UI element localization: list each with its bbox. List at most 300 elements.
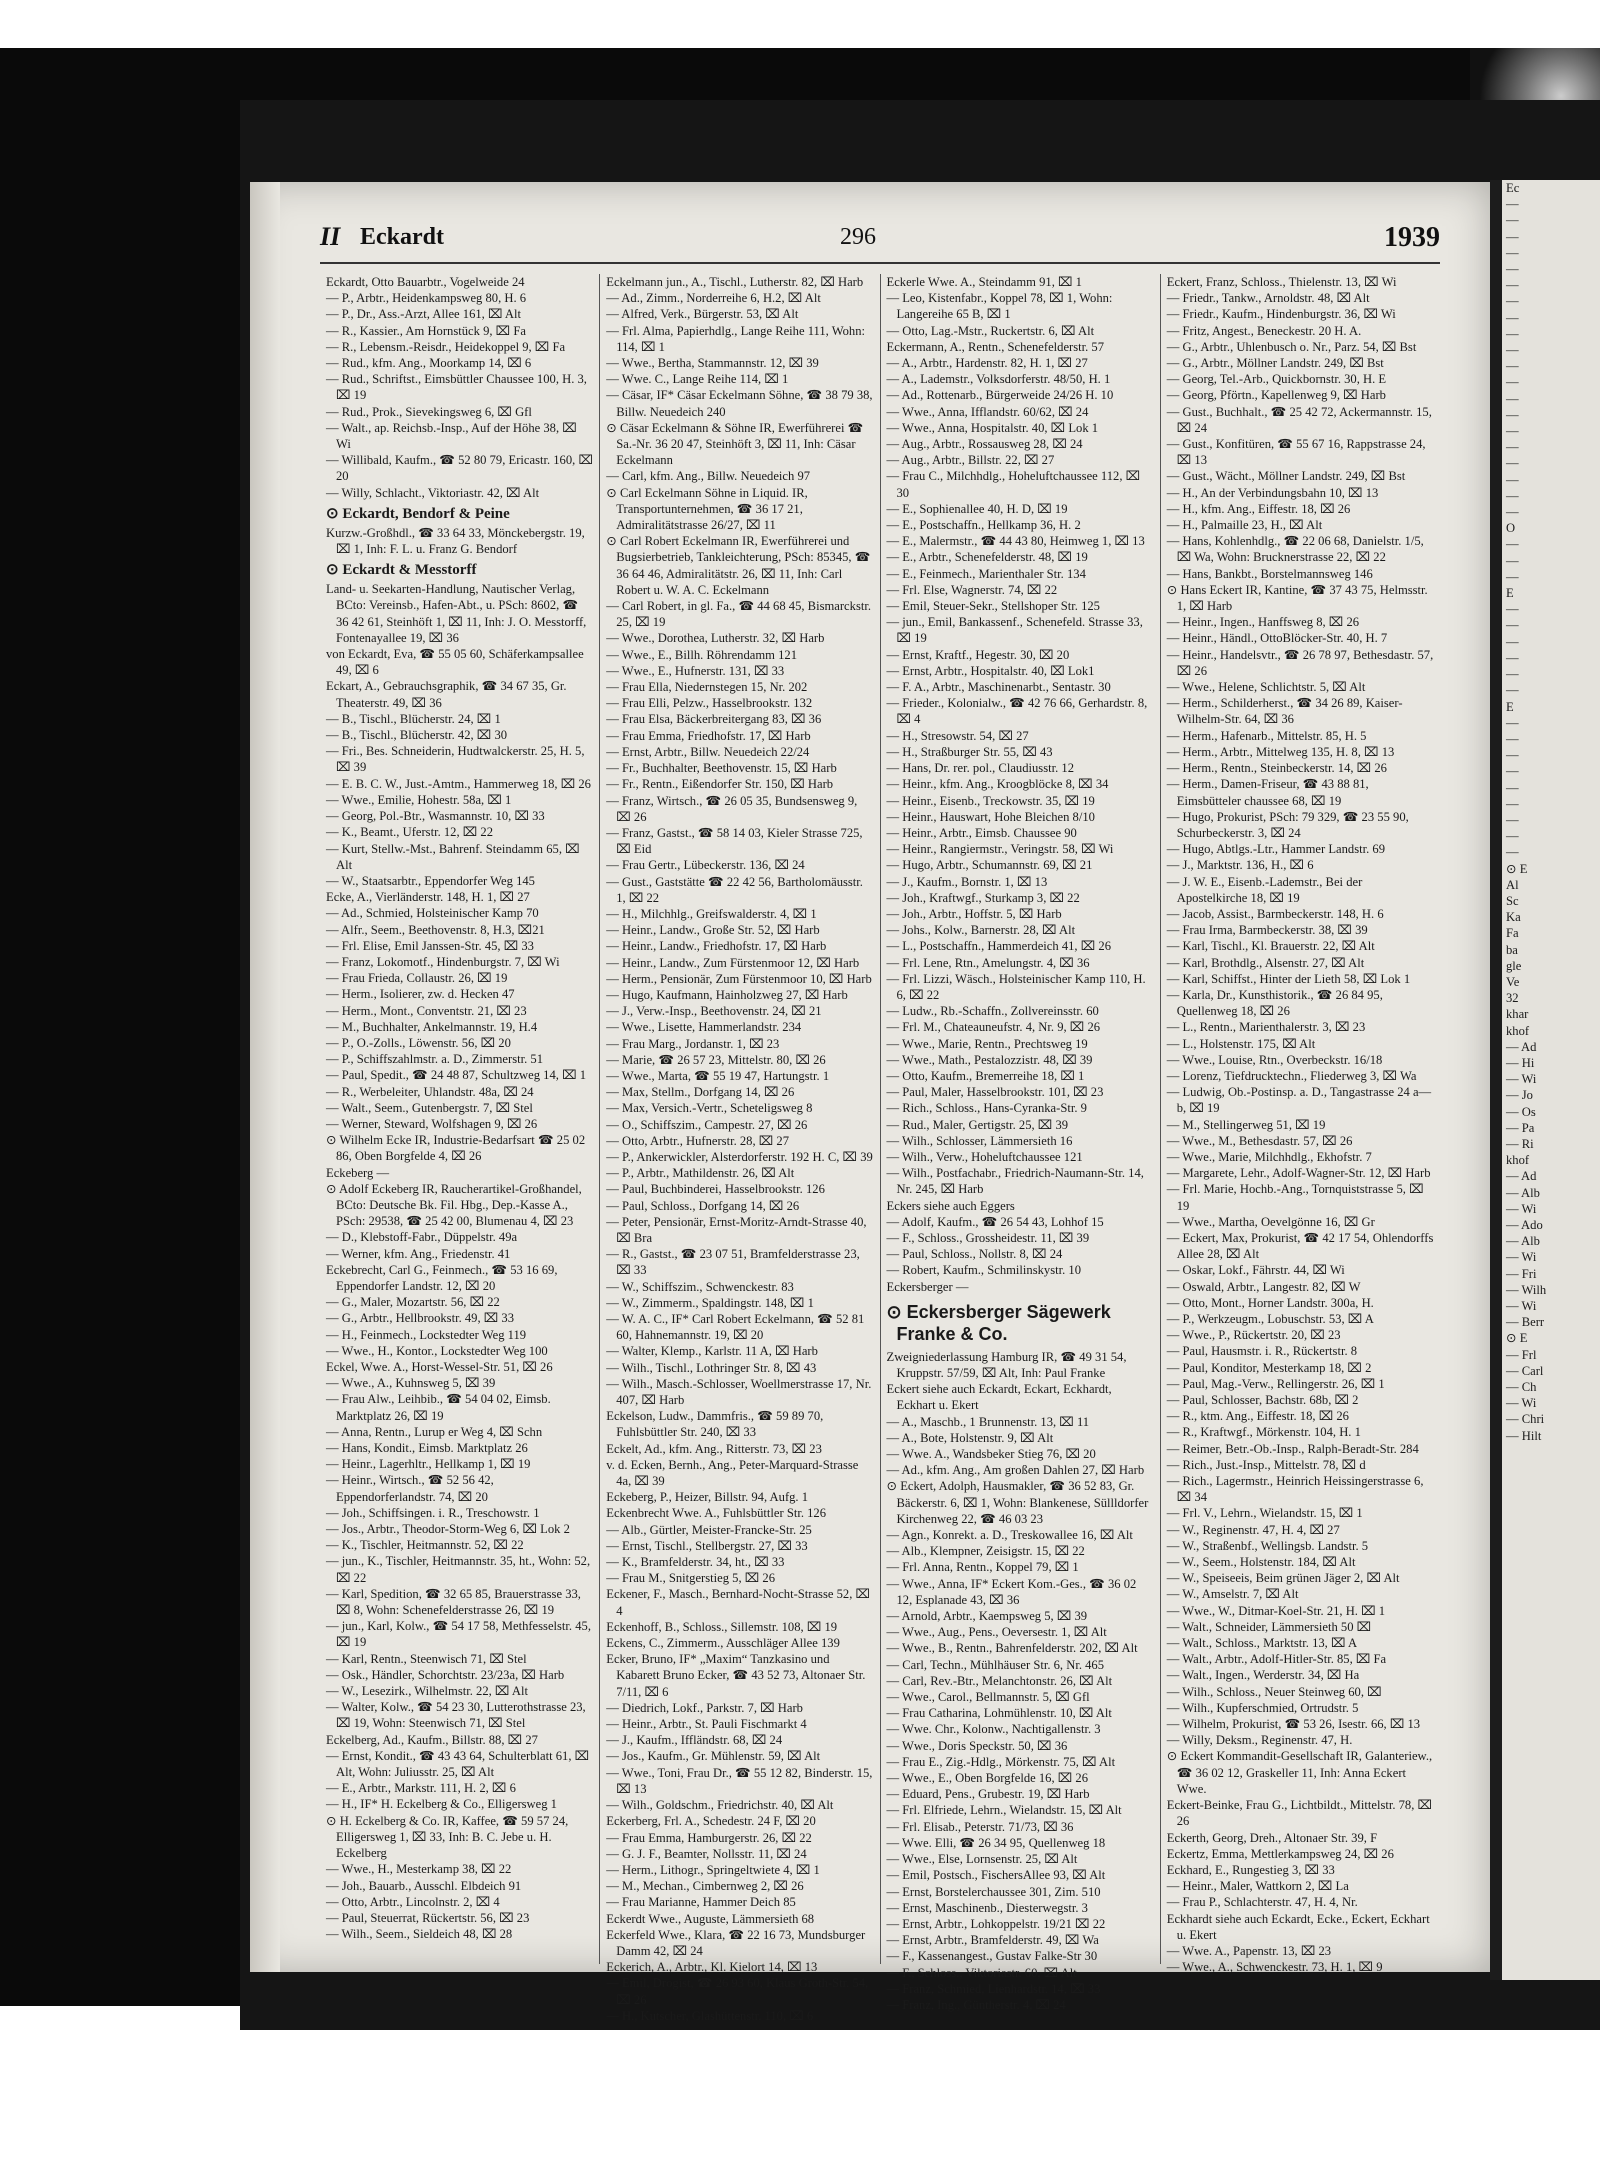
- adjacent-entry: — Hilt: [1506, 1428, 1542, 1443]
- directory-entry: — Franz, Lokomotf., Hindenburgstr. 7, ⌧ Wi: [326, 954, 560, 969]
- directory-entry: — Frau Catharina, Lohmühlenstr. 10, ⌧ Alt: [886, 1706, 1112, 1721]
- directory-entry: — Franz, Gastst., ☎ 58 14 03, Kieler Strasse 725, ⌧ Eid: [606, 825, 863, 857]
- adjacent-entry: — Fri: [1506, 1266, 1537, 1281]
- directory-entry: Eckert, Franz, Schloss., Thielenstr. 13, ⌧ Wi: [1166, 275, 1397, 289]
- adjacent-entry: — Jo: [1506, 1088, 1533, 1103]
- directory-entry: — A., Maschb., 1 Brunnenstr. 13, ⌧ 11: [886, 1414, 1090, 1429]
- directory-entry: — W., Staatsarbtr., Eppendorfer Weg 145: [326, 873, 535, 888]
- directory-entry: — Rud., Maler, Gertigstr. 25, ⌧ 39: [886, 1117, 1069, 1132]
- adjacent-entry: ⊙ E: [1506, 1331, 1528, 1346]
- directory-entry: — P., Dr., Ass.-Arzt, Allee 161, ⌧ Alt: [326, 307, 522, 322]
- adjacent-entry: — Ad: [1506, 1169, 1537, 1184]
- adjacent-entry: — Ch: [1506, 1380, 1537, 1395]
- adjacent-entry: —: [1506, 488, 1519, 503]
- directory-entry: — Jos., Arbtr., Theodor-Storm-Weg 6, ⌧ Lok 2: [326, 1522, 570, 1537]
- adjacent-entry: —: [1506, 829, 1519, 844]
- directory-entry: — Gust., Buchhalt., ☎ 25 42 72, Ackermannstr. 15, ⌧ 24: [1166, 404, 1432, 435]
- adjacent-entry: —: [1506, 391, 1519, 406]
- directory-entry: — Paul, Maler, Hasselbrookstr. 101, ⌧ 23: [886, 1085, 1104, 1100]
- directory-entry: — Rud., kfm. Ang., Moorkamp 14, ⌧ 6: [326, 356, 532, 371]
- adjacent-entry: — Wilh: [1506, 1282, 1547, 1297]
- directory-entry: — W., Speiseeis, Beim grünen Jäger 2, ⌧ Alt: [1166, 1571, 1400, 1586]
- directory-entry: — E., Feinmech., Marienthaler Str. 134: [886, 566, 1086, 581]
- directory-entry: Eckhard, E., Rungestieg 3, ⌧ 33: [1166, 1862, 1335, 1877]
- directory-entry: Ecke, A., Vierländerstr. 148, H. 1, ⌧ 27: [326, 890, 530, 905]
- directory-entry: Eckelmann jun., A., Tischl., Lutherstr. 82, ⌧ Harb: [606, 275, 864, 289]
- directory-entry: — Wwe., Toni, Frau Dr., ☎ 55 12 82, Binderstr. 15, ⌧ 13: [606, 1765, 873, 1796]
- directory-entry: — Frl. M., Chateauneufstr. 4, Nr. 9, ⌧ 26: [886, 1020, 1101, 1035]
- adjacent-entry: — Ad: [1506, 1039, 1537, 1054]
- directory-entry: — Karla, Dr., Kunsthistorik., ☎ 26 84 95, Quellenweg 18, ⌧ 26: [1166, 987, 1383, 1019]
- directory-entry: — H., kfm. Ang., Eiffestr. 18, ⌧ 26: [1166, 501, 1351, 516]
- adjacent-entry: —: [1506, 456, 1519, 471]
- directory-entry: — Herm., Isolierer, zw. d. Hecken 47: [326, 987, 515, 1002]
- directory-entry: — Cäsar, IF* Cäsar Eckelmann Söhne, ☎ 38 79 38, Billw. Neuedeich 240: [606, 388, 873, 419]
- directory-entry: — W. A. C., IF* Carl Robert Eckelmann, ☎ 52 81 60, Hahnemannstr. 19, ⌧ 20: [606, 1312, 865, 1343]
- directory-entry: — Joh., Schiffsingen. i. R., Treschowstr. 1: [326, 1505, 540, 1520]
- directory-entry: — Hugo, Abtlgs.-Ltr., Hammer Landstr. 69: [1166, 842, 1386, 857]
- adjacent-entry: —: [1506, 748, 1519, 763]
- directory-entry: — Oswald, Arbtr., Langestr. 82, ⌧ W: [1166, 1279, 1361, 1294]
- directory-entry: — Ernst, Borstelerchaussee 301, Zim. 510: [886, 1884, 1101, 1899]
- directory-entry: — Herm., Hafenarb., Mittelstr. 85, H. 5: [1166, 728, 1367, 743]
- adjacent-entry: —: [1506, 229, 1519, 244]
- directory-entry: — Karl, Tischl., Kl. Brauerstr. 22, ⌧ Alt: [1166, 939, 1375, 954]
- adjacent-entry: E: [1506, 699, 1514, 714]
- directory-entry: — L., Holstenstr. 175, ⌧ Alt: [1166, 1036, 1316, 1051]
- adjacent-entry: — Os: [1506, 1104, 1536, 1119]
- adjacent-entry: ⊙ E: [1506, 861, 1528, 876]
- directory-entry: — Heinr., Rangiermstr., Veringstr. 58, ⌧ Wi: [886, 842, 1114, 857]
- directory-entry: — Hans, Dr. rer. pol., Claudiusstr. 12: [886, 761, 1074, 776]
- directory-page: [250, 182, 1490, 2023]
- directory-entry: — Heinr., Landw., Friedhofstr. 17, ⌧ Harb: [606, 939, 827, 954]
- directory-entry: — Wwe., Aug., Pens., Oeversestr. 1, ⌧ Alt: [886, 1625, 1107, 1640]
- directory-entry: — K., Beamt., Uferstr. 12, ⌧ 22: [326, 825, 494, 840]
- directory-entry: — Wwe., Anna, Ifflandstr. 60/62, ⌧ 24: [886, 404, 1089, 419]
- directory-entry: — Frau P., Schlachterstr. 47, H. 4, Nr.: [1166, 1895, 1358, 1910]
- header-rule: [320, 262, 1440, 264]
- directory-entry: — jun., K., Tischler, Heitmannstr. 35, ht., Wohn: 52, ⌧ 22: [326, 1554, 591, 1585]
- directory-entry: — Wwe., Marie, Milchhdlg., Ekhofstr. 7: [1166, 1149, 1372, 1164]
- directory-entry: — Wwe., Helene, Schlichtstr. 5, ⌧ Alt: [1166, 680, 1366, 695]
- directory-entry: — Ad., Zimm., Norderreihe 6, H.2, ⌧ Alt: [606, 291, 821, 306]
- directory-entry: — Heinr., Eisenb., Treckowstr. 35, ⌧ 19: [886, 793, 1095, 808]
- directory-entry: — R., ktm. Ang., Eiffestr. 18, ⌧ 26: [1166, 1409, 1349, 1424]
- directory-entry: — P., Arbtr., Mathildenstr. 26, ⌧ Alt: [606, 1166, 795, 1181]
- directory-entry: — Wwe., Emilie, Hohestr. 58a, ⌧ 1: [326, 792, 512, 807]
- directory-entry: Eckermann, A., Rentn., Schenefelderstr. 57: [886, 339, 1105, 354]
- adjacent-entry: — Alb: [1506, 1185, 1540, 1200]
- directory-entry: — Wilh., Kupferschmied, Ortrudstr. 5: [1166, 1700, 1359, 1715]
- directory-entry: — Robert, Kaufm., Schmilinskystr. 10: [886, 1263, 1081, 1278]
- directory-entry: — E., Malermstr., ☎ 44 43 80, Heimweg 1, ⌧ 13: [886, 534, 1145, 549]
- directory-entry: — H., An der Verbindungsbahn 10, ⌧ 13: [1166, 485, 1379, 500]
- directory-entry: — Frau Marg., Jordanstr. 1, ⌧ 23: [606, 1036, 780, 1051]
- adjacent-entry: —: [1506, 326, 1519, 341]
- directory-entry: — Fritz, Angest., Beneckestr. 20 H. A.: [1166, 323, 1362, 338]
- column-2: [600, 274, 880, 2023]
- adjacent-entry: — Chri: [1506, 1412, 1545, 1427]
- column-4: [1161, 274, 1440, 1975]
- directory-entry: — E. B. C. W., Just.-Amtm., Hammerweg 18, ⌧ 26: [326, 776, 591, 791]
- directory-entry: — P., O.-Zolls., Löwenstr. 56, ⌧ 20: [326, 1035, 511, 1050]
- adjacent-entry: —: [1506, 440, 1519, 455]
- directory-entry: — Walt., Arbtr., Adolf-Hitler-Str. 85, ⌧ Fa: [1166, 1652, 1387, 1667]
- adjacent-entry: —: [1506, 602, 1519, 617]
- adjacent-entry: —: [1506, 294, 1519, 309]
- directory-entry: — Wwe., H., Kontor., Lockstedter Weg 100: [326, 1343, 548, 1358]
- adjacent-entry: —: [1506, 278, 1519, 293]
- directory-entry: — Frieder., Kolonialw., ☎ 42 76 66, Gerhardstr. 8, ⌧ 4: [886, 696, 1148, 727]
- directory-entry: — Wwe. Chr., Kolonw., Nachtigallenstr. 3: [886, 1722, 1101, 1737]
- directory-entry: — Wwe., W., Ditmar-Koel-Str. 21, H. ⌧ 1: [1166, 1603, 1386, 1618]
- directory-entry: — R., Gastst., ☎ 23 07 51, Bramfelderstrasse 23, ⌧ 33: [606, 1247, 860, 1278]
- directory-entry: — M., Mechan., Cimbernweg 2, ⌧ 26: [606, 1879, 804, 1894]
- directory-entry: — Wwe., A., Kuhnsweg 5, ⌧ 39: [326, 1376, 496, 1391]
- directory-entry: v. d. Ecken, Bernh., Ang., Peter-Marquard-Strasse 4a, ⌧ 39: [606, 1457, 859, 1489]
- directory-entry: — Heinr., Landw., Große Str. 52, ⌧ Harb: [606, 923, 820, 938]
- directory-entry: — Ad., Rottenarb., Bürgerweide 24/26 H. 10: [886, 388, 1114, 403]
- directory-entry: — Wwe., Anna, Hospitalstr. 40, ⌧ Lok 1: [886, 420, 1099, 435]
- adjacent-entry: Ec: [1506, 181, 1520, 195]
- directory-entry: — Wwe., Martha, Oevelgönne 16, ⌧ Gr: [1166, 1214, 1375, 1229]
- adjacent-entry: — Wi: [1506, 1072, 1537, 1087]
- directory-entry: — Oskar, Lokf., Fährstr. 44, ⌧ Wi: [1166, 1263, 1345, 1278]
- directory-entry: — H., Stresowstr. 54, ⌧ 27: [886, 728, 1029, 743]
- directory-entry: — Herm., Schilderherst., ☎ 34 26 89, Kaiser-Wilhelm-Str. 64, ⌧ 36: [1166, 696, 1403, 727]
- adjacent-entry: O: [1506, 521, 1516, 536]
- adjacent-entry: —: [1506, 618, 1519, 633]
- adjacent-entry: —: [1506, 245, 1519, 260]
- directory-entry: — Wwe., E., Hufnerstr. 131, ⌧ 33: [606, 663, 785, 678]
- adjacent-entry: —: [1506, 197, 1519, 212]
- directory-entry: — Wwe., E., Billh. Röhrendamm 121: [606, 647, 798, 662]
- directory-entry: — Wwe. A., Papenstr. 13, ⌧ 23: [1166, 1943, 1332, 1958]
- directory-entry: — G. J. F., Beamter, Nollsstr. 11, ⌧ 24: [606, 1846, 807, 1861]
- directory-entry: — J., Kaufm., Bornstr. 1, ⌧ 13: [886, 874, 1048, 889]
- directory-entry: — Wwe., A., Schwenckestr. 73, H. 1, ⌧ 9: [1166, 1960, 1383, 1975]
- directory-entry: — Frau Emma, Friedhofstr. 17, ⌧ Harb: [606, 728, 811, 743]
- directory-entry: — Wwe., H., Mesterkamp 38, ⌧ 22: [326, 1862, 512, 1877]
- directory-entry: — O., Schiffszim., Campestr. 27, ⌧ 26: [606, 1117, 808, 1132]
- directory-entry: Eckens, C., Zimmerm., Ausschläger Allee 139: [606, 1636, 840, 1651]
- directory-entry: — Joh., Arbtr., Hoffstr. 5, ⌧ Harb: [886, 906, 1062, 921]
- directory-entry: — E., Sophienallee 40, H. D, ⌧ 19: [886, 501, 1068, 516]
- adjacent-entry: ba: [1506, 942, 1518, 957]
- directory-entry: — Frl. Alma, Papierhdlg., Lange Reihe 111, Wohn: 114, ⌧ 1: [606, 323, 866, 354]
- adjacent-entry: khof: [1506, 1153, 1530, 1168]
- directory-entry: — B., Tischl., Blücherstr. 42, ⌧ 30: [326, 728, 508, 743]
- adjacent-entry: —: [1506, 505, 1519, 520]
- directory-entry: — Lorenz, Tiefdrucktechn., Fliederweg 3, ⌧ Wa: [1166, 1068, 1417, 1083]
- directory-entry: — Wilh., Schloss., Neuer Steinweg 60, ⌧: [1166, 1684, 1382, 1699]
- directory-entry: — Ad., Schmied, Holsteinischer Kamp 70: [326, 906, 539, 921]
- directory-entry: — Rud., Schriftst., Eimsbüttler Chaussee 100, H. 3, ⌧ 19: [326, 372, 587, 403]
- scanned-page-background: [0, 48, 1600, 2023]
- directory-entry: — Otto, Kaufm., Bremerreihe 18, ⌧ 1: [886, 1068, 1085, 1083]
- directory-entry: — Heinr., Lagerhltr., Hellkamp 1, ⌧ 19: [326, 1457, 531, 1472]
- directory-entry: Eckardt, Otto Bauarbtr., Vogelweide 24: [326, 275, 525, 289]
- directory-entry: ⊙ Wilhelm Ecke IR, Industrie-Bedarfsart ☎ 25 02 86, Oben Borgfelde 4, ⌧ 26: [326, 1133, 586, 1164]
- directory-entry: — H., Palmaille 23, H., ⌧ Alt: [1166, 518, 1323, 533]
- directory-entry: — J., Verw.-Insp., Beethovenstr. 24, ⌧ 21: [606, 1004, 822, 1019]
- directory-entry: — Hugo, Arbtr., Schumannstr. 69, ⌧ 21: [886, 858, 1093, 873]
- directory-entry: — Alb., Klempner, Zeisigstr. 15, ⌧ 22: [886, 1544, 1085, 1559]
- adjacent-entry: Ka: [1506, 910, 1521, 925]
- directory-entry: ⊙ Carl Eckelmann Söhne in Liquid. IR, Transportunternehmen, ☎ 36 17 21, Admiralitätstrasse 26/27, ⌧ 11: [606, 485, 808, 533]
- directory-entry: — F. A., Arbtr., Maschinenarbt., Sentastr. 30: [886, 680, 1111, 695]
- directory-entry: — Wwe., Anna, IF* Eckert Kom.-Ges., ☎ 36 02 12, Esplanade 43, ⌧ 36: [886, 1576, 1137, 1607]
- directory-entry: — Walter, Klemp., Karlstr. 11 A, ⌧ Harb: [606, 1344, 818, 1359]
- directory-entry: — L., Rentn., Marienthalerstr. 3, ⌧ 23: [1166, 1020, 1366, 1035]
- directory-entry: — Heinr., Landw., Zum Fürstenmoor 12, ⌧ Harb: [606, 955, 860, 970]
- directory-entry: — Friedr., Tankw., Arnoldstr. 48, ⌧ Alt: [1166, 291, 1370, 306]
- directory-entry: — D., Klebstoff-Fabr., Düppelstr. 49a: [326, 1230, 518, 1245]
- directory-entry: — Frau Marianne, Hammer Deich 85: [606, 1895, 796, 1910]
- directory-entry: — Diedrich, Lokf., Parkstr. 7, ⌧ Harb: [606, 1700, 803, 1715]
- scan-frame: [240, 100, 1600, 2030]
- directory-entry: — Hans, Bankbt., Borstelmannsweg 146: [1166, 566, 1373, 581]
- directory-entry: — Rud., Prok., Sievekingsweg 6, ⌧ Gfl: [326, 404, 532, 419]
- directory-entry: — Paul, Spedit., ☎ 24 48 87, Schultzweg 14, ⌧ 1: [326, 1068, 587, 1083]
- directory-entry: Eckener, F., Masch., Bernhard-Nocht-Strasse 52, ⌧ 4: [606, 1587, 871, 1618]
- directory-entry: — Alfred, Verk., Bürgerstr. 53, ⌧ Alt: [606, 307, 799, 322]
- directory-entry: — Peter, Pensionär, Ernst-Moritz-Arndt-Strasse 40, ⌧ Bra: [606, 1214, 867, 1245]
- directory-entry: — Herm., Pensionär, Zum Fürstenmoor 10, ⌧ Harb: [606, 971, 872, 986]
- directory-entry: — Wilh., Verw., Hoheluftchaussee 121: [886, 1149, 1083, 1164]
- directory-entry: — Osk., Händler, Schorchtstr. 23/23a, ⌧ Harb: [326, 1667, 565, 1682]
- directory-entry: ⊙ Adolf Eckeberg IR, Raucherartikel-Großhandel, BCto: Deutsche Bk. Fil. Hbg., Dep.-Kasse A., PSch: 29538, ☎ 25 42 00, Blumenau 4, ⌧ 23: [326, 1181, 582, 1229]
- directory-entry: — Walt., Seem., Gutenbergstr. 7, ⌧ Stel: [326, 1100, 533, 1115]
- directory-entry: — M., Buchhalter, Ankelmannstr. 19, H.4: [326, 1019, 538, 1034]
- directory-entry: Eckhardt siehe auch Eckardt, Ecke., Eckert, Eckhart u. Ekert: [1166, 1911, 1430, 1942]
- directory-entry: — Frau Frieda, Collaustr. 26, ⌧ 19: [326, 971, 508, 986]
- directory-entry: — Wwe. C., Lange Reihe 114, ⌧ 1: [606, 372, 789, 387]
- adjacent-entry: — Wi: [1506, 1299, 1537, 1314]
- directory-entry: — Frl. Elisab., Peterstr. 71/73, ⌧ 36: [886, 1819, 1074, 1834]
- directory-entry: — Hugo, Prokurist, PSch: 79 329, ☎ 23 55 90, Schurbeckerstr. 3, ⌧ 24: [1166, 809, 1409, 840]
- directory-entry: — H., Feinmech., Lockstedter Weg 119: [326, 1327, 527, 1342]
- directory-entry: — Joh., Bauarb., Ausschl. Elbdeich 91: [326, 1878, 522, 1893]
- directory-entry: — Herm., Lithogr., Springeltwiete 4, ⌧ 1: [606, 1862, 820, 1877]
- directory-entry: — Karl, Schiffst., Hinter der Lieth 58, ⌧ Lok 1: [1166, 971, 1411, 986]
- directory-entry: — Franz, Schmied, Lienhardstr. 14, ⌧ 33: [886, 1981, 1101, 1996]
- directory-entry: — Jos., Kaufm., Gr. Mühlenstr. 59, ⌧ Alt: [606, 1749, 821, 1764]
- directory-entry: — G., Arbtr., Uhlenbusch o. Nr., Parz. 54, ⌧ Bst: [1166, 339, 1417, 354]
- directory-entry: — Wwe., Louise, Rtn., Overbeckstr. 16/18: [1166, 1052, 1383, 1067]
- directory-entry: — Gust., Wächt., Möllner Landstr. 249, ⌧ Bst: [1166, 469, 1406, 484]
- directory-entry: — Eduard, Pens., Grubestr. 19, ⌧ Harb: [886, 1787, 1090, 1802]
- directory-entry: — Paul, Mag.-Verw., Rellingerstr. 26, ⌧ 1: [1166, 1376, 1385, 1391]
- directory-entry: — Ludw., Rb.-Schaffn., Zollvereinsstr. 60: [886, 1004, 1099, 1019]
- directory-entry: — Heinr., Arbtr., Eimsb. Chaussee 90: [886, 825, 1077, 840]
- directory-entry: Eckert-Beinke, Frau G., Lichtbildt., Mittelstr. 78, ⌧ 26: [1166, 1798, 1433, 1829]
- directory-entry: Eckeberg —: [326, 1165, 390, 1180]
- directory-entry: Eckenbrecht Wwe. A., Fuhlsbüttler Str. 126: [606, 1506, 827, 1521]
- directory-columns: [320, 274, 1440, 2023]
- directory-entry: — Heinr., Ingen., Hanffsweg 8, ⌧ 26: [1166, 615, 1360, 630]
- directory-entry: — Walt., Schneider, Lämmersieth 50 ⌧: [1166, 1619, 1372, 1634]
- directory-entry: — Ernst, Kondit., ☎ 43 43 64, Schulterblatt 61, ⌧ Alt, Wohn: Juliusstr. 25, ⌧ Alt: [326, 1748, 590, 1780]
- directory-entry: — Karl, Brothdlg., Alsenstr. 27, ⌧ Alt: [1166, 955, 1365, 970]
- directory-entry: — Wwe., Bertha, Stammannstr. 12, ⌧ 39: [606, 356, 819, 371]
- directory-entry: — Frau Elli, Pelzw., Hasselbrookstr. 132: [606, 696, 813, 711]
- directory-entry: — Frau C., Milchhdlg., Hoheluftchaussee 112, ⌧ 30: [886, 469, 1141, 500]
- directory-entry: — J. W. E., Eisenb.-Lademstr., Bei der Apostelkirche 18, ⌧ 19: [1166, 874, 1363, 905]
- header-name: Eckardt: [360, 224, 444, 250]
- column-1: [320, 274, 600, 1964]
- adjacent-entry: —: [1506, 424, 1519, 439]
- directory-entry: ⊙ Eckert Kommandit-Gesellschaft IR, Galanteriew., ☎ 36 02 12, Graskeller 11, Inh: Anna Eckert Wwe.: [1166, 1749, 1433, 1796]
- directory-entry: — Paul, Schloss., Dorfgang 14, ⌧ 26: [606, 1198, 800, 1213]
- directory-entry: — Wilh., Seem., Sieldeich 48, ⌧ 28: [326, 1927, 513, 1942]
- directory-entry: — Franz, Ing., Güntherstr. 4, ⌧ 24: [886, 1997, 1066, 2012]
- adjacent-entry: — Frl: [1506, 1347, 1537, 1362]
- directory-entry: Eckelt, Ad., kfm. Ang., Ritterstr. 73, ⌧ 23: [606, 1441, 822, 1456]
- directory-entry: — Wwe., Marie, Rentn., Prechtsweg 19: [886, 1036, 1088, 1051]
- directory-entry: Zweigniederlassung Hamburg IR, ☎ 49 31 54, Kruppstr. 57/59, ⌧ Alt, Inh: Paul Franke: [886, 1349, 1127, 1380]
- directory-entry: — Frau M., Snitgerstieg 5, ⌧ 26: [606, 1571, 776, 1586]
- directory-entry: — Ernst, Arbtr., Lohkoppelstr. 19/21 ⌧ 22: [886, 1916, 1106, 1931]
- adjacent-entry: —: [1506, 812, 1519, 827]
- directory-entry: — Georg, Tel.-Arb., Quickbornstr. 30, H. E: [1166, 372, 1387, 387]
- directory-entry: — Frl. Else, Wagnerstr. 74, ⌧ 22: [886, 582, 1058, 597]
- directory-entry: — Herm., Mont., Conventstr. 21, ⌧ 23: [326, 1003, 527, 1018]
- column-3: [881, 274, 1161, 2012]
- directory-entry: — F., Schloss., Grossheidestr. 11, ⌧ 39: [886, 1230, 1090, 1245]
- directory-entry: Eckelson, Ludw., Dammfris., ☎ 59 89 70, Fuhlsbüttler Str. 240, ⌧ 33: [606, 1409, 824, 1440]
- directory-entry: — Rich., Schloss., Hans-Cyranka-Str. 9: [886, 1101, 1087, 1116]
- directory-entry: — Wilh., Postfachabr., Friedrich-Naumann-Str. 14, Nr. 245, ⌧ Harb: [886, 1166, 1144, 1197]
- volume-number: II: [320, 222, 341, 251]
- directory-entry: — Wilh., Tischl., Lothringer Str. 8, ⌧ 43: [606, 1360, 817, 1375]
- adjacent-entry: — Berr: [1506, 1315, 1545, 1330]
- directory-entry: Eckerdt Wwe., Auguste, Lämmersieth 68: [606, 1911, 815, 1926]
- directory-entry: Ecker, Bruno, IF* „Maxim“ Tanzkasino und Kabarett Bruno Ecker, ☎ 43 52 73, Altonaer Str. 7/11, ⌧ 6: [606, 1652, 866, 1699]
- directory-entry: ⊙ H. Eckelberg & Co. IR, Kaffee, ☎ 59 57 24, Elligersweg 1, ⌧ 33, Inh: B. C. Jebe u. H. Eckelberg: [326, 1813, 569, 1861]
- directory-entry: — E., Postschaffn., Hellkamp 36, H. 2: [886, 518, 1081, 533]
- directory-entry: — M., Stellingerweg 51, ⌧ 19: [1166, 1117, 1326, 1132]
- directory-entry: Eckersberger —: [886, 1279, 969, 1294]
- directory-entry: — H., Kutscher, Glashüttenstr. 110, ⌧ 6: [606, 2008, 814, 2023]
- adjacent-entry: Al: [1506, 877, 1519, 892]
- adjacent-entry: —: [1506, 683, 1519, 698]
- directory-entry: — K., Tischler, Heitmannstr. 52, ⌧ 22: [326, 1538, 524, 1553]
- directory-entry: — Ernst, Tischl., Stellbergstr. 27, ⌧ 33: [606, 1538, 808, 1553]
- directory-entry: ⊙ Cäsar Eckelmann & Söhne IR, Ewerführerei ☎ Sa.-Nr. 36 20 47, Steinhöft 3, ⌧ 11, Inh: Cäsar Eckelmann: [606, 420, 864, 468]
- adjacent-entry: E: [1506, 586, 1514, 601]
- directory-entry: — P., Schiffszahlmstr. a. D., Zimmerstr. 51: [326, 1052, 543, 1067]
- directory-entry: Eckeberg, P., Heizer, Billstr. 94, Aufg. 1: [606, 1490, 809, 1505]
- directory-entry: — Wwe., M., Bethesdastr. 57, ⌧ 26: [1166, 1133, 1353, 1148]
- directory-entry: — Johs., Kolw., Barnerstr. 28, ⌧ Alt: [886, 923, 1076, 938]
- page-number: 296: [840, 224, 876, 250]
- directory-entry: — Kurt, Stellw.-Mst., Bahrenf. Steindamm 65, ⌧ Alt: [326, 841, 580, 872]
- directory-entry: — Frau Elsa, Bäckerbreitergang 83, ⌧ 36: [606, 712, 822, 727]
- directory-entry: — Friedr., Kaufm., Hindenburgstr. 36, ⌧ Wi: [1166, 307, 1396, 322]
- directory-entry: — Alfr., Seem., Beethovenstr. 8, H.3, ⌧21: [326, 922, 545, 937]
- directory-entry: — Emil, Steuer-Sekr., Stellshoper Str. 125: [886, 599, 1100, 614]
- directory-entry: — Alb., Gürtler, Meister-Francke-Str. 25: [606, 1522, 812, 1537]
- directory-entry: — Frau Gertr., Lübeckerstr. 136, ⌧ 24: [606, 858, 805, 873]
- adjacent-entry: —: [1506, 343, 1519, 358]
- directory-entry: — R., Kraftwgf., Mörkenstr. 104, H. 1: [1166, 1425, 1361, 1440]
- directory-entry: — Wwe., Marta, ☎ 55 19 47, Hartungstr. 1: [606, 1068, 830, 1083]
- directory-entry: — Max, Versich.-Vertr., Scheteligsweg 8: [606, 1101, 813, 1116]
- directory-entry: — Ludwig, Ob.-Postinsp. a. D., Tangastrasse 24 a—b, ⌧ 19: [1166, 1085, 1432, 1116]
- directory-entry: — Wwe., Else, Lornsenstr. 25, ⌧ Alt: [886, 1852, 1078, 1867]
- directory-entry: — Rich., Just.-Insp., Mittelstr. 78, ⌧ d: [1166, 1457, 1366, 1472]
- page-header: [320, 222, 1440, 262]
- directory-entry: — Rich., Lagermstr., Heinrich Heissingerstrasse 6, ⌧ 34: [1166, 1474, 1424, 1505]
- directory-entry: — Frl. Marie, Hochb.-Ang., Tornquiststrasse 5, ⌧ 19: [1166, 1182, 1424, 1213]
- adjacent-page-fragment: [1502, 180, 1600, 1980]
- directory-entry: — Anna, Rentn., Lurup er Weg 4, ⌧ Schn: [326, 1424, 543, 1439]
- directory-entry: — H., IF* H. Eckelberg & Co., Elligersweg 1: [326, 1797, 557, 1812]
- directory-entry: — F., Schloss., Viktoriastr. 60, ⌧ Alt: [886, 1965, 1077, 1980]
- directory-entry: Eckelberg, Ad., Kaufm., Billstr. 88, ⌧ 27: [326, 1732, 538, 1747]
- directory-entry: — Wwe., P., Rückertstr. 20, ⌧ 23: [1166, 1328, 1341, 1343]
- adjacent-entry: —: [1506, 796, 1519, 811]
- directory-entry: — Carl, Techn., Mühlhäuser Str. 6, Nr. 465: [886, 1657, 1105, 1672]
- directory-entry: Eckerle Wwe. A., Steindamm 91, ⌧ 1: [886, 275, 1082, 289]
- directory-entry: — Otto, Lag.-Mstr., Ruckertstr. 6, ⌧ Alt: [886, 323, 1095, 338]
- directory-entry: — R., Lebensm.-Reisdr., Heidekoppel 9, ⌧ Fa: [326, 339, 566, 354]
- directory-entry: — Wilh., Masch.-Schlosser, Woellmerstrasse 17, Nr. 407, ⌧ Harb: [606, 1376, 872, 1408]
- adjacent-entry: — Ri: [1506, 1136, 1534, 1151]
- directory-entry: — Herm., Rentn., Steinbeckerstr. 14, ⌧ 26: [1166, 761, 1387, 776]
- directory-entry: — Walt., Schloss., Marktstr. 13, ⌧ A: [1166, 1636, 1358, 1651]
- directory-entry: — E., Arbtr., Schenefelderstr. 48, ⌧ 19: [886, 550, 1088, 565]
- directory-entry: — Margarete, Lehr., Adolf-Wagner-Str. 12, ⌧ Harb: [1166, 1166, 1431, 1181]
- directory-entry: — Walt., Ingen., Werderstr. 34, ⌧ Ha: [1166, 1668, 1360, 1683]
- adjacent-entry: Sc: [1506, 893, 1519, 908]
- directory-entry: — Ernst, Arbtr., Hospitalstr. 40, ⌧ Lok1: [886, 663, 1095, 678]
- directory-entry: — Walter, Kolw., ☎ 54 23 30, Lutterothstrasse 23, ⌧ 19, Wohn: Steenwisch 71, ⌧ Stel: [326, 1700, 586, 1731]
- directory-entry: — P., Arbtr., Heidenkampsweg 80, H. 6: [326, 291, 527, 306]
- directory-entry: — Heinr., Wirtsch., ☎ 52 56 42, Eppendorferlandstr. 74, ⌧ 20: [326, 1473, 494, 1504]
- adjacent-entry: —: [1506, 845, 1519, 860]
- directory-entry: ⊙ Hans Eckert IR, Kantine, ☎ 37 43 75, Helmsstr. 1, ⌧ Harb: [1166, 582, 1428, 614]
- adjacent-entry: —: [1506, 780, 1519, 795]
- directory-entry: — Ernst, Kraftf., Hegestr. 30, ⌧ 20: [886, 647, 1070, 662]
- directory-entry: — R., Werbeleiter, Uhlandstr. 48a, ⌧ 24: [326, 1084, 534, 1099]
- adjacent-entry: 32: [1506, 991, 1519, 1006]
- directory-entry: — Eckert, Max, Prokurist, ☎ 42 17 54, Ohlendorffs Allee 28, ⌧ Alt: [1166, 1230, 1434, 1262]
- directory-entry: — Georg, Pol.-Btr., Wasmannstr. 10, ⌧ 33: [326, 809, 545, 824]
- adjacent-entry: — Wi: [1506, 1396, 1537, 1411]
- directory-entry: — Ernst, Arbtr., Billw. Neuedeich 22/24: [606, 744, 810, 759]
- directory-entry: — Frl. Lizzi, Wäsch., Holsteinischer Kamp 110, H. 6, ⌧ 22: [886, 971, 1146, 1002]
- directory-entry: — A., Lademstr., Volksdorferstr. 48/50, H. 1: [886, 372, 1111, 387]
- directory-entry: Eckebrecht, Carl G., Feinmech., ☎ 53 16 69, Eppendorfer Landstr. 12, ⌧ 20: [326, 1262, 558, 1293]
- directory-entry: — Willy, Schlacht., Viktoriastr. 42, ⌧ Alt: [326, 485, 540, 500]
- adjacent-entry: — Wi: [1506, 1201, 1537, 1216]
- directory-entry: — Frau Ella, Niedernstegen 15, Nr. 202: [606, 680, 808, 695]
- directory-entry: — Fri., Bes. Schneiderin, Hudtwalckerstr. 25, H. 5, ⌧ 39: [326, 744, 585, 775]
- directory-entry: — Aug., Arbtr., Rossausweg 28, ⌧ 24: [886, 437, 1083, 452]
- directory-entry: — Paul, Konditor, Mesterkamp 18, ⌧ 2: [1166, 1360, 1372, 1375]
- adjacent-entry: —: [1506, 375, 1519, 390]
- directory-entry: — G., Arbtr., Möllner Landstr. 249, ⌧ Bst: [1166, 356, 1384, 371]
- firm-advertisement: ⊙ Eckersberger Sägewerk Franke & Co.: [886, 1301, 1111, 1344]
- directory-entry: — Wwe., E., Oben Borgfelde 16, ⌧ 26: [886, 1771, 1089, 1786]
- directory-entry: — Fr., Buchhalter, Beethovenstr. 15, ⌧ Harb: [606, 761, 837, 776]
- directory-entry: Land- u. Seekarten-Handlung, Nautischer Verlag, BCto: Vereinsb., Hafen-Abt., u. PSch: 8602, ☎ 36 42 61, Steinhöft 1, ⌧ 11, Inh: J. O. Messtorff, Fontenayallee 19, ⌧ 36: [326, 582, 587, 645]
- directory-entry: von Eckardt, Eva, ☎ 55 05 60, Schäferkampsallee 49, ⌧ 6: [326, 647, 584, 678]
- directory-entry: — A., Arbtr., Hardenstr. 82, H. 1, ⌧ 27: [886, 356, 1088, 371]
